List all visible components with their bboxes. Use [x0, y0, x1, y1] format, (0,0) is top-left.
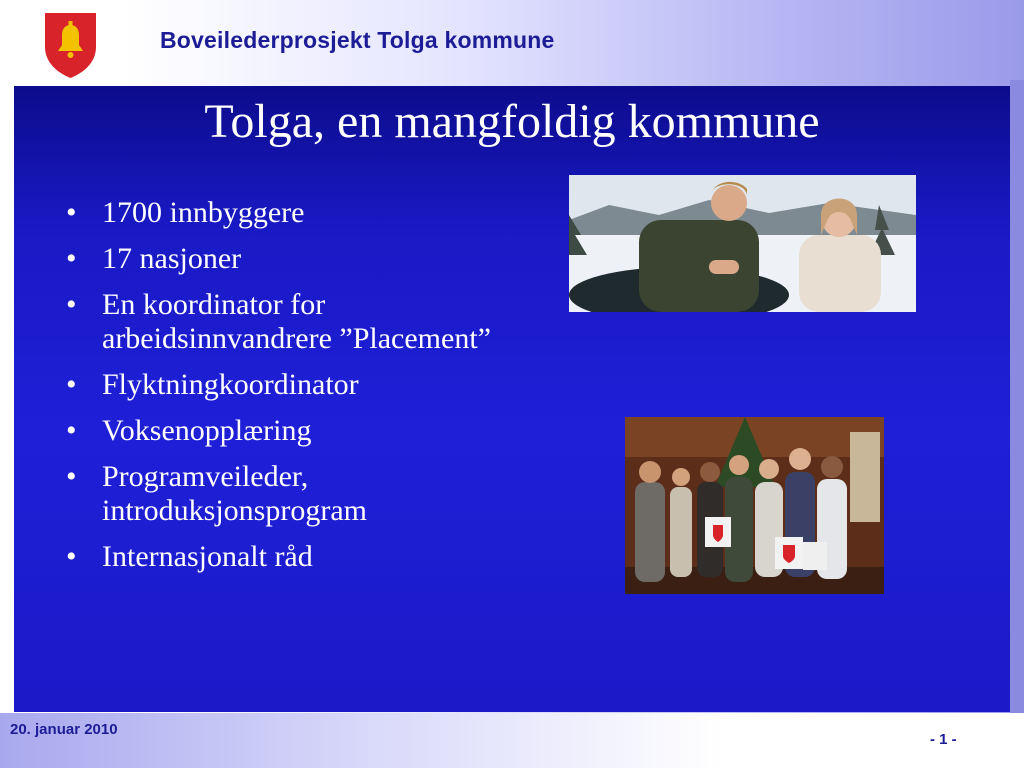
- bullet-text: Flyktningkoordinator: [102, 368, 359, 401]
- slide-title: Tolga, en mangfoldig kommune: [204, 95, 820, 148]
- footer-date: 20. januar 2010: [10, 721, 118, 738]
- bullet-list: [58, 196, 528, 586]
- bullet-text: Programveileder, introduksjonsprogram: [102, 460, 367, 527]
- bullet-text: Internasjonalt råd: [102, 540, 313, 573]
- bullet-glyph: •: [66, 196, 77, 229]
- group-photo: [625, 417, 884, 594]
- winter-portrait-image: [569, 175, 916, 312]
- bullet-text: 1700 innbyggere: [102, 196, 305, 229]
- bullet-text: Voksenopplæring: [102, 414, 312, 447]
- bullet-glyph: •: [66, 368, 77, 401]
- bullet-glyph: •: [66, 242, 77, 275]
- bullet-text: 17 nasjoner: [102, 242, 242, 275]
- list-item: [58, 368, 528, 402]
- list-item: [58, 460, 528, 528]
- bullet-glyph: •: [66, 540, 77, 573]
- page-number: - 1 -: [930, 731, 957, 748]
- footer-white: [722, 713, 1024, 768]
- list-item: [58, 288, 528, 356]
- bullet-glyph: •: [66, 288, 77, 321]
- group-image: [625, 417, 884, 594]
- list-item: [58, 414, 528, 448]
- panel-edge: [1010, 80, 1024, 720]
- header-title: Boveilederprosjekt Tolga kommune: [160, 27, 555, 53]
- winter-portrait-photo: [569, 175, 916, 312]
- list-item: [58, 540, 528, 574]
- bullet-glyph: •: [66, 414, 77, 447]
- list-item: [58, 242, 528, 276]
- bullet-text: En koordinator for arbeidsinnvandrere ”Placement”: [102, 288, 491, 355]
- list-item: [58, 196, 528, 230]
- tolga-coat-of-arms-icon: [43, 11, 98, 79]
- bullet-glyph: •: [66, 460, 77, 493]
